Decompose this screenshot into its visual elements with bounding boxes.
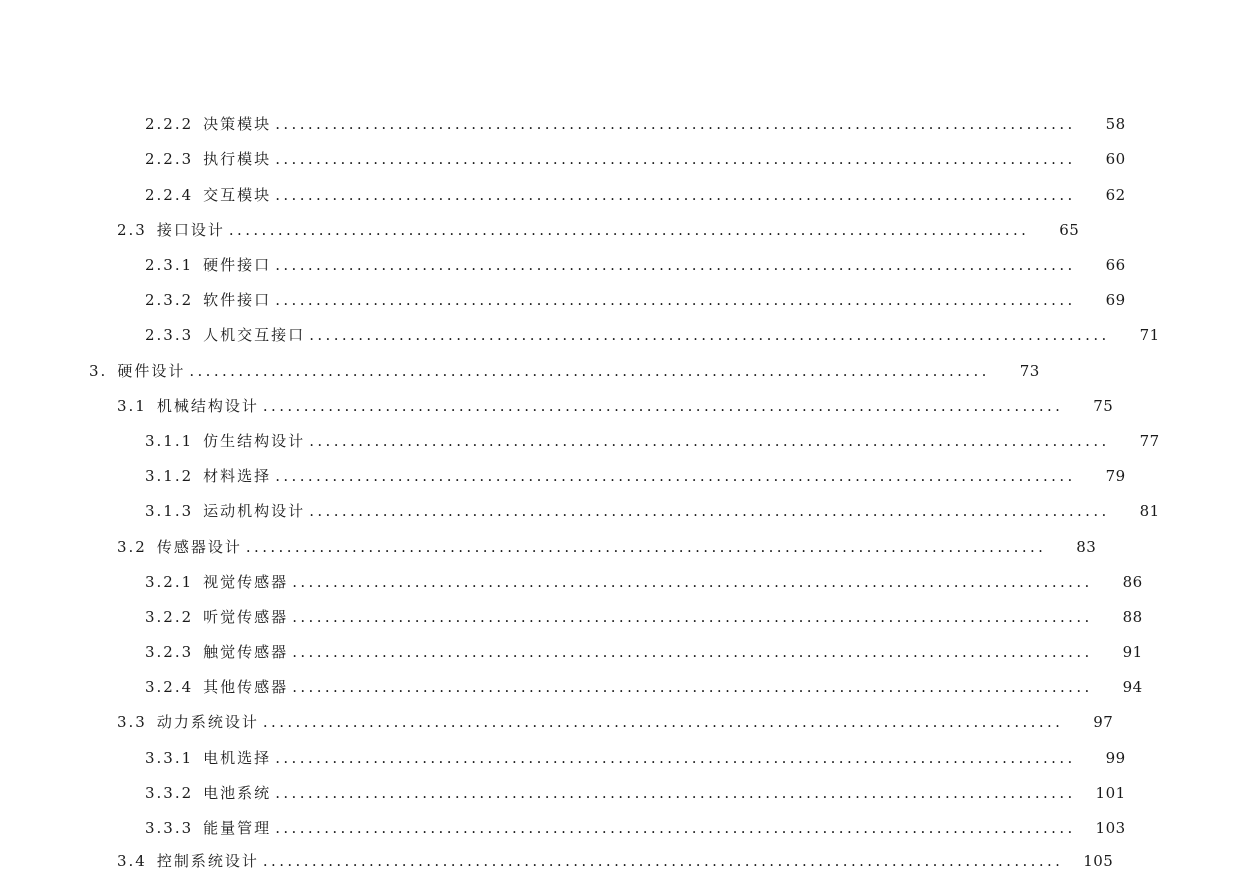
toc-entry-title: 动力系统设计 <box>156 713 259 731</box>
toc-entry[interactable] <box>0 429 1160 453</box>
toc-entry-number: 3. <box>89 362 108 380</box>
toc-entry[interactable] <box>0 849 1114 873</box>
toc-entry-number: 2.2.4 <box>145 186 194 204</box>
toc-entry-number: 3.2.3 <box>145 643 194 661</box>
toc-entry[interactable] <box>0 394 1114 418</box>
toc-entry-number: 2.2.2 <box>145 115 194 133</box>
toc-dot-leader: .................................................................................................. <box>228 221 1030 239</box>
toc-entry-page: 65 <box>1059 221 1080 239</box>
toc-entry-page: 94 <box>1122 678 1143 696</box>
toc-entry[interactable] <box>0 112 1126 136</box>
toc-entry-title: 传感器设计 <box>156 538 242 556</box>
toc-dot-leader: .................................................................................................. <box>275 186 1076 204</box>
toc-dot-leader: .................................................................................................. <box>275 291 1076 309</box>
toc-entry-number: 3.3.2 <box>145 784 194 802</box>
toc-entry-number: 3.4 <box>117 852 147 870</box>
toc-entry[interactable] <box>0 218 1080 242</box>
toc-entry[interactable] <box>0 640 1143 664</box>
toc-entry[interactable] <box>0 605 1143 629</box>
toc-entry-title: 视觉传感器 <box>203 573 289 591</box>
toc-dot-leader: .................................................................................................. <box>309 432 1110 450</box>
toc-entry-title: 仿生结构设计 <box>203 432 306 450</box>
toc-entry[interactable] <box>0 710 1114 734</box>
toc-entry[interactable] <box>0 499 1160 523</box>
toc-entry-number: 3.1.3 <box>145 502 194 520</box>
toc-dot-leader: .................................................................................................. <box>275 150 1076 168</box>
toc-entry-title: 电池系统 <box>203 784 272 802</box>
toc-entry-page: 101 <box>1095 784 1126 802</box>
toc-entry-number: 3.2.4 <box>145 678 194 696</box>
toc-entry-page: 79 <box>1105 467 1126 485</box>
toc-entry-number: 3.3 <box>117 713 147 731</box>
toc-entry-title: 运动机构设计 <box>203 502 306 520</box>
toc-entry[interactable] <box>0 816 1126 840</box>
toc-entry-number: 3.3.1 <box>145 749 194 767</box>
toc-dot-leader: .................................................................................................. <box>189 362 990 380</box>
toc-dot-leader: .................................................................................................. <box>292 573 1093 591</box>
toc-entry-page: 105 <box>1083 852 1114 870</box>
toc-entry-page: 83 <box>1076 538 1097 556</box>
toc-entry-page: 58 <box>1105 115 1126 133</box>
toc-entry-page: 81 <box>1139 502 1160 520</box>
toc-entry-number: 2.3.2 <box>145 291 194 309</box>
toc-entry-number: 3.1.1 <box>145 432 194 450</box>
toc-dot-leader: .................................................................................................. <box>292 678 1093 696</box>
toc-entry-page: 99 <box>1105 749 1126 767</box>
toc-entry-title: 人机交互接口 <box>203 326 306 344</box>
toc-dot-leader: .................................................................................................. <box>262 397 1064 415</box>
toc-entry-title: 听觉传感器 <box>203 608 289 626</box>
toc-entry-page: 62 <box>1105 186 1126 204</box>
toc-entry-title: 电机选择 <box>203 749 272 767</box>
toc-entry-page: 73 <box>1019 362 1040 380</box>
toc-entry-number: 3.2 <box>117 538 147 556</box>
toc-entry[interactable] <box>0 359 1040 383</box>
toc-entry[interactable] <box>0 288 1126 312</box>
toc-entry-number: 3.2.1 <box>145 573 194 591</box>
toc-entry-title: 其他传感器 <box>203 678 289 696</box>
toc-entry-title: 机械结构设计 <box>156 397 259 415</box>
toc-entry-page: 91 <box>1122 643 1143 661</box>
toc-dot-leader: .................................................................................................. <box>309 326 1110 344</box>
toc-dot-leader: .................................................................................................. <box>275 467 1076 485</box>
toc-dot-leader: .................................................................................................. <box>292 643 1093 661</box>
toc-entry[interactable] <box>0 147 1126 171</box>
toc-dot-leader: .................................................................................................. <box>262 713 1064 731</box>
toc-entry[interactable] <box>0 464 1126 488</box>
toc-dot-leader: .................................................................................................. <box>275 819 1076 837</box>
toc-entry-title: 接口设计 <box>156 221 225 239</box>
toc-entry-page: 97 <box>1093 713 1114 731</box>
toc-entry-title: 硬件设计 <box>117 362 186 380</box>
toc-entry-page: 69 <box>1105 291 1126 309</box>
toc-entry[interactable] <box>0 183 1126 207</box>
toc-entry-page: 75 <box>1093 397 1114 415</box>
toc-dot-leader: .................................................................................................. <box>275 784 1076 802</box>
toc-dot-leader: .................................................................................................. <box>292 608 1093 626</box>
toc-entry[interactable] <box>0 535 1097 559</box>
toc-entry-number: 3.1 <box>117 397 147 415</box>
toc-entry-title: 软件接口 <box>203 291 272 309</box>
toc-entry-number: 3.2.2 <box>145 608 194 626</box>
toc-entry-title: 决策模块 <box>203 115 272 133</box>
toc-entry-title: 能量管理 <box>203 819 272 837</box>
toc-dot-leader: .................................................................................................. <box>275 115 1076 133</box>
toc-entry[interactable] <box>0 675 1143 699</box>
toc-dot-leader: .................................................................................................. <box>262 852 1064 870</box>
toc-entry-page: 86 <box>1122 573 1143 591</box>
toc-entry-title: 触觉传感器 <box>203 643 289 661</box>
toc-entry-title: 交互模块 <box>203 186 272 204</box>
toc-entry-page: 88 <box>1122 608 1143 626</box>
toc-dot-leader: .................................................................................................. <box>275 749 1076 767</box>
toc-entry-page: 71 <box>1139 326 1160 344</box>
toc-entry-number: 2.3.1 <box>145 256 194 274</box>
toc-entry[interactable] <box>0 570 1143 594</box>
toc-entry-page: 103 <box>1095 819 1126 837</box>
toc-entry-number: 2.3.3 <box>145 326 194 344</box>
toc-entry[interactable] <box>0 746 1126 770</box>
toc-dot-leader: .................................................................................................. <box>309 502 1110 520</box>
toc-entry-title: 执行模块 <box>203 150 272 168</box>
toc-entry-title: 控制系统设计 <box>156 852 259 870</box>
toc-entry-page: 77 <box>1139 432 1160 450</box>
toc-dot-leader: .................................................................................................. <box>275 256 1076 274</box>
toc-entry-number: 3.1.2 <box>145 467 194 485</box>
toc-entry[interactable] <box>0 323 1160 347</box>
toc-entry-number: 2.3 <box>117 221 147 239</box>
toc-dot-leader: .................................................................................................. <box>245 538 1047 556</box>
toc-entry-number: 2.2.3 <box>145 150 194 168</box>
toc-entry-title: 材料选择 <box>203 467 272 485</box>
toc-entry-page: 66 <box>1105 256 1126 274</box>
toc-entry-page: 60 <box>1105 150 1126 168</box>
toc-entry[interactable] <box>0 253 1126 277</box>
toc-entry-title: 硬件接口 <box>203 256 272 274</box>
toc-entry-number: 3.3.3 <box>145 819 194 837</box>
toc-entry[interactable] <box>0 781 1126 805</box>
